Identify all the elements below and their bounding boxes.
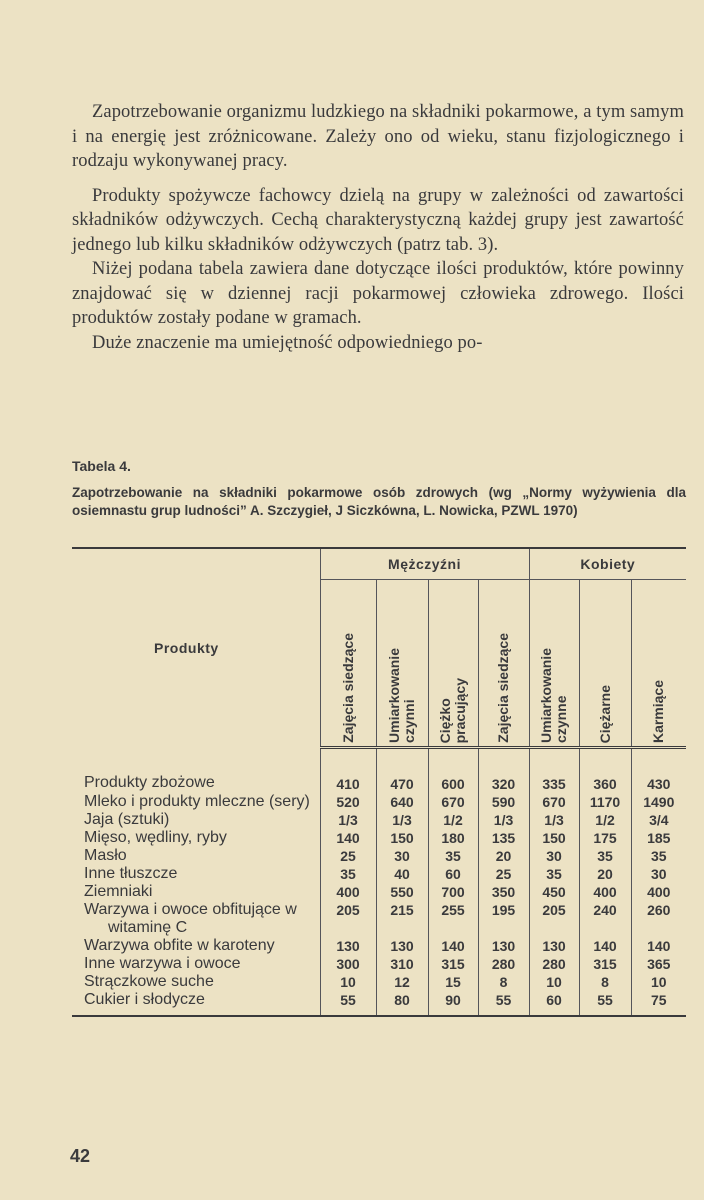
table-row xyxy=(72,955,686,973)
quantity-cell: 80 xyxy=(376,991,428,1016)
quantity-cell: 1/3 xyxy=(529,811,579,829)
column-header xyxy=(320,580,376,748)
quantity-cell: 130 xyxy=(478,937,529,955)
column-header-label: Karmiące xyxy=(650,679,667,743)
quantity-cell: 60 xyxy=(428,865,478,883)
column-header xyxy=(529,580,579,748)
paragraph-2: Produkty spożywcze fachowcy dzielą na grupy w zależności od zawartości składników odżywczych. Cechą charakterystyczną każdej grupy jest zawartość jednego lub kilku składników odżywczych (patrz tab. 3). xyxy=(72,185,684,255)
product-name xyxy=(72,937,320,955)
quantity-cell: 1490 xyxy=(631,793,686,811)
quantity-cell: 280 xyxy=(529,955,579,973)
product-name xyxy=(72,883,320,901)
quantity-cell: 185 xyxy=(631,829,686,847)
product-name-text: Ziemniaki xyxy=(84,883,153,900)
table-row xyxy=(72,748,686,794)
quantity-cell: 150 xyxy=(529,829,579,847)
quantity-cell: 175 xyxy=(579,829,631,847)
column-header-label: Ciężko pracujący xyxy=(437,677,468,743)
quantity-cell: 10 xyxy=(320,973,376,991)
quantity-cell: 15 xyxy=(428,973,478,991)
quantity-cell: 205 xyxy=(320,901,376,937)
quantity-cell: 135 xyxy=(478,829,529,847)
product-name-text: Warzywa i owoce obfitujące w witaminę C xyxy=(84,901,297,936)
quantity-cell: 35 xyxy=(631,847,686,865)
quantity-cell: 130 xyxy=(320,937,376,955)
quantity-cell: 180 xyxy=(428,829,478,847)
quantity-cell: 140 xyxy=(320,829,376,847)
quantity-cell: 240 xyxy=(579,901,631,937)
product-name xyxy=(72,865,320,883)
page-number: 42 xyxy=(70,1146,91,1166)
quantity-cell: 30 xyxy=(376,847,428,865)
quantity-cell: 260 xyxy=(631,901,686,937)
quantity-cell: 1/2 xyxy=(579,811,631,829)
quantity-cell: 55 xyxy=(478,991,529,1016)
column-header xyxy=(428,580,478,748)
paragraph-3: Niżej podana tabela zawiera dane dotyczące ilości produktów, które powinny znajdować się w dziennej racji pokarmowej człowieka zdrowego. Ilości produktów zostały podane w gramach. xyxy=(72,259,684,328)
quantity-cell: 310 xyxy=(376,955,428,973)
quantity-cell: 400 xyxy=(631,883,686,901)
quantity-cell: 1/3 xyxy=(376,811,428,829)
product-name-text: Mięso, wędliny, ryby xyxy=(84,829,227,846)
product-name-text: Cukier i słodycze xyxy=(84,991,205,1008)
quantity-cell: 30 xyxy=(631,865,686,883)
column-header-label: Umiarkowanie czynne xyxy=(538,648,570,743)
quantity-cell: 410 xyxy=(320,748,376,794)
product-name xyxy=(72,847,320,865)
quantity-cell: 300 xyxy=(320,955,376,973)
quantity-cell: 670 xyxy=(529,793,579,811)
body-text xyxy=(72,100,684,365)
column-header-label: Umiarkowanie czynni xyxy=(386,648,417,743)
quantity-cell: 470 xyxy=(376,748,428,794)
group-header-women: Kobiety xyxy=(529,548,686,580)
quantity-cell: 55 xyxy=(579,991,631,1016)
quantity-cell: 10 xyxy=(631,973,686,991)
quantity-cell: 40 xyxy=(376,865,428,883)
quantity-cell: 1/3 xyxy=(320,811,376,829)
table-row xyxy=(72,865,686,883)
table-row xyxy=(72,847,686,865)
quantity-cell: 520 xyxy=(320,793,376,811)
quantity-cell: 10 xyxy=(529,973,579,991)
table-number: Tabela 4. xyxy=(72,458,131,474)
quantity-cell: 75 xyxy=(631,991,686,1016)
quantity-cell: 25 xyxy=(478,865,529,883)
quantity-cell: 430 xyxy=(631,748,686,794)
product-name xyxy=(72,811,320,829)
quantity-cell: 1170 xyxy=(579,793,631,811)
column-header-label: Zajęcia siedzące xyxy=(339,633,356,743)
quantity-cell: 315 xyxy=(579,955,631,973)
quantity-cell: 35 xyxy=(320,865,376,883)
product-name xyxy=(72,793,320,811)
quantity-cell: 35 xyxy=(529,865,579,883)
quantity-cell: 320 xyxy=(478,748,529,794)
quantity-cell: 255 xyxy=(428,901,478,937)
quantity-cell: 215 xyxy=(376,901,428,937)
quantity-cell: 140 xyxy=(428,937,478,955)
group-header-men: Mężczyźni xyxy=(320,548,529,580)
quantity-cell: 60 xyxy=(529,991,579,1016)
quantity-cell: 315 xyxy=(428,955,478,973)
quantity-cell: 700 xyxy=(428,883,478,901)
quantity-cell: 400 xyxy=(320,883,376,901)
column-header xyxy=(579,580,631,748)
quantity-cell: 55 xyxy=(320,991,376,1016)
quantity-cell: 35 xyxy=(428,847,478,865)
quantity-cell: 150 xyxy=(376,829,428,847)
quantity-cell: 365 xyxy=(631,955,686,973)
product-name-text: Inne tłuszcze xyxy=(84,865,178,882)
quantity-cell: 140 xyxy=(631,937,686,955)
table-row xyxy=(72,883,686,901)
quantity-cell: 35 xyxy=(579,847,631,865)
quantity-cell: 8 xyxy=(579,973,631,991)
products-header: Produkty xyxy=(72,548,320,748)
product-name-text: Jaja (sztuki) xyxy=(84,811,170,828)
quantity-cell: 670 xyxy=(428,793,478,811)
table-row xyxy=(72,937,686,955)
table-row xyxy=(72,973,686,991)
column-header xyxy=(478,580,529,748)
quantity-cell: 140 xyxy=(579,937,631,955)
paragraph-4: Duże znaczenie ma umiejętność odpowiedniego po- xyxy=(92,332,483,353)
table-row xyxy=(72,829,686,847)
product-name xyxy=(72,955,320,973)
quantity-cell: 25 xyxy=(320,847,376,865)
quantity-cell: 1/2 xyxy=(428,811,478,829)
quantity-cell: 590 xyxy=(478,793,529,811)
quantity-cell: 1/3 xyxy=(478,811,529,829)
quantity-cell: 20 xyxy=(478,847,529,865)
product-name xyxy=(72,901,320,937)
table-caption: Zapotrzebowanie na składniki pokarmowe osób zdrowych (wg „Normy wyżywienia dla osiemnastu grup ludności” A. Szczygieł, J Siczkówna, L. Nowicka, PZWL 1970) xyxy=(72,485,686,518)
quantity-cell: 400 xyxy=(579,883,631,901)
quantity-cell: 12 xyxy=(376,973,428,991)
paragraph-1: Zapotrzebowanie organizmu ludzkiego na składniki pokarmowe, a tym samym i na energię jest zróżnicowane. Zależy ono od wieku, stanu fizjologicznego i rodzaju wykonywanej pracy. xyxy=(72,102,684,171)
column-header xyxy=(376,580,428,748)
quantity-cell: 130 xyxy=(376,937,428,955)
column-header xyxy=(631,580,686,748)
product-name-text: Produkty zbożowe xyxy=(84,773,215,791)
table-row xyxy=(72,811,686,829)
quantity-cell: 450 xyxy=(529,883,579,901)
quantity-cell: 335 xyxy=(529,748,579,794)
nutrition-norms-table xyxy=(72,547,686,1017)
product-name-text: Strączkowe suche xyxy=(84,973,214,990)
quantity-cell: 640 xyxy=(376,793,428,811)
quantity-cell: 600 xyxy=(428,748,478,794)
quantity-cell: 90 xyxy=(428,991,478,1016)
product-name xyxy=(72,973,320,991)
quantity-cell: 8 xyxy=(478,973,529,991)
product-name-text: Masło xyxy=(84,847,127,864)
quantity-cell: 130 xyxy=(529,937,579,955)
table-row xyxy=(72,901,686,937)
table-row xyxy=(72,991,686,1016)
quantity-cell: 20 xyxy=(579,865,631,883)
product-name-text: Warzywa obfite w karoteny xyxy=(84,937,275,954)
quantity-cell: 205 xyxy=(529,901,579,937)
product-name-text: Inne warzywa i owoce xyxy=(84,955,241,972)
table-row xyxy=(72,793,686,811)
quantity-cell: 360 xyxy=(579,748,631,794)
quantity-cell: 350 xyxy=(478,883,529,901)
product-name xyxy=(72,991,320,1016)
product-name xyxy=(72,748,320,794)
column-header-label: Ciężarne xyxy=(596,684,613,743)
column-header-label: Zajęcia siedzące xyxy=(495,633,512,743)
quantity-cell: 280 xyxy=(478,955,529,973)
product-name xyxy=(72,829,320,847)
quantity-cell: 195 xyxy=(478,901,529,937)
quantity-cell: 3/4 xyxy=(631,811,686,829)
quantity-cell: 30 xyxy=(529,847,579,865)
product-name-text: Mleko i produkty mleczne (sery) xyxy=(84,793,310,810)
quantity-cell: 550 xyxy=(376,883,428,901)
